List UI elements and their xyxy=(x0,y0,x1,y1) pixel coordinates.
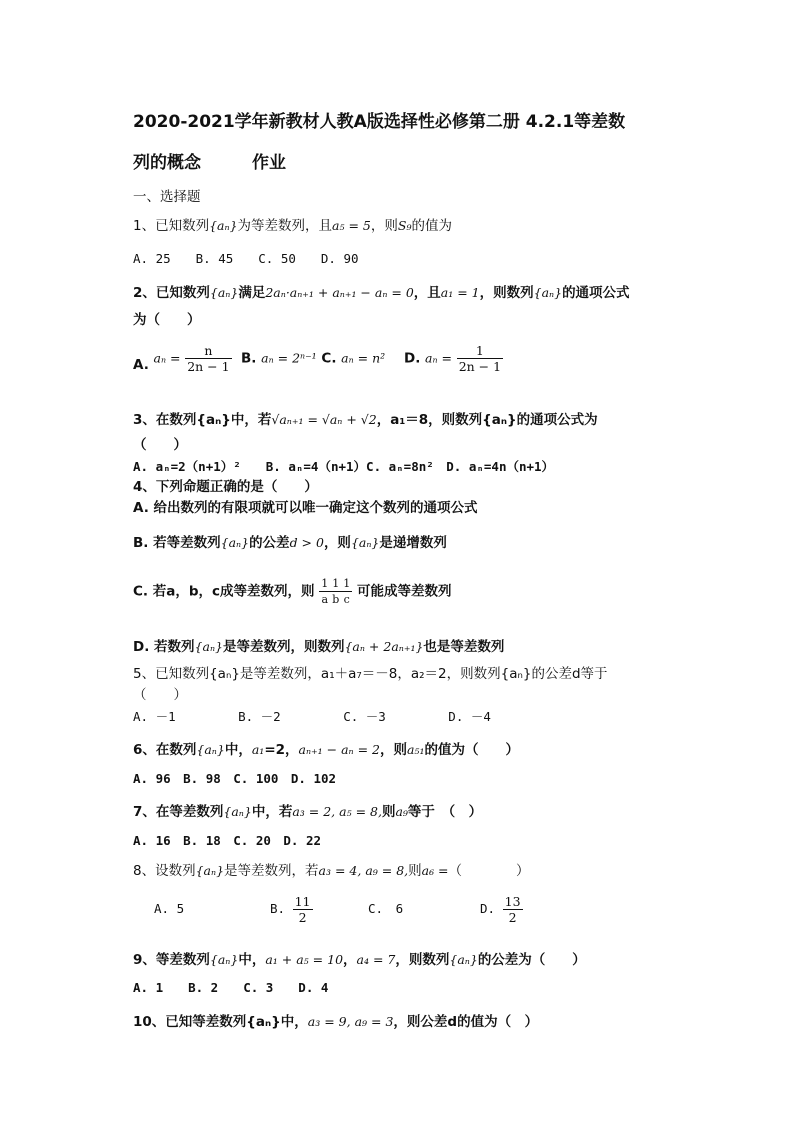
question-5-stem: 5、已知数列{aₙ}是等差数列，a₁＋a₇＝－8，a₂＝2，则数列{aₙ}的公差d等于 xyxy=(133,666,608,682)
question-8-stem: 8、设数列{aₙ}是等差数列，若a₃ = 4, a₉ = 8,则a₆ =（ ） xyxy=(133,863,530,879)
question-6-options: A. 96 B. 98 C. 100 D. 102 xyxy=(133,771,337,786)
question-10-stem: 10、已知等差数列{aₙ}中，a₃ = 9, a₉ = 3，则公差d的值为（ ） xyxy=(133,1014,539,1030)
question-2-stem: 2、已知数列{aₙ}满足2aₙ·aₙ₊₁ + aₙ₊₁ − aₙ = 0，且a₁ = 1，则数列{aₙ}的通项公式 xyxy=(133,285,630,301)
question-4-option-a: A. 给出数列的有限项就可以唯一确定这个数列的通项公式 xyxy=(133,500,478,516)
question-2-stem-cont: 为（ ） xyxy=(133,312,201,328)
question-9-stem: 9、等差数列{aₙ}中，a₁ + a₅ = 10，a₄ = 7，则数列{aₙ}的公差为（ ） xyxy=(133,952,586,968)
question-4-option-c: C. 若a，b，c成等差数列，则 $\frac{1}{a}$ $\frac{1}{b}$ $\frac{1}{c}$ 可能成等差数列 xyxy=(133,577,452,606)
question-4-option-d: D. 若数列{aₙ}是等差数列，则数列{aₙ + 2aₙ₊₁}也是等差数列 xyxy=(133,639,505,655)
title-line-2: 列的概念 作业 xyxy=(133,153,286,173)
question-5-paren: （ ） xyxy=(133,687,187,703)
question-4-stem: 4、下列命题正确的是（ ） xyxy=(133,479,318,495)
section-heading: 一、选择题 xyxy=(133,189,201,205)
question-9-options: A. 1 B. 2 C. 3 D. 4 xyxy=(133,980,329,995)
question-7-stem: 7、在等差数列{aₙ}中，若a₃ = 2, a₅ = 8,则a₉等于 （ ） xyxy=(133,804,483,820)
question-8-options: A. 5 B. $\frac{11}{2}$ C. 6 D. $\frac{13}{2}$ xyxy=(154,894,521,925)
question-3-options: A. aₙ=2（n+1）² B. aₙ=4（n+1）C. aₙ=8n² D. aₙ=4n（n+1） xyxy=(133,459,555,474)
question-6-stem: 6、在数列{aₙ}中，a₁=2，aₙ₊₁ − aₙ = 2，则a₅₁的值为（ ） xyxy=(133,742,519,758)
question-3-paren: （ ） xyxy=(133,437,187,453)
question-1-options: A. 25 B. 45 C. 50 D. 90 xyxy=(133,251,359,266)
title-line-1: 2020-2021学年新教材人教A版选择性必修第二册 4.2.1等差数 xyxy=(133,112,626,132)
question-1-stem: 1、已知数列{aₙ}为等差数列，且a₅ = 5，则S₉的值为 xyxy=(133,218,452,234)
question-3-stem: 3、在数列{aₙ}中，若√aₙ₊₁ = √aₙ + √2，a₁＝8，则数列{aₙ}的通项公式为 xyxy=(133,412,598,428)
question-5-options: A. －1 B. －2 C. －3 D. －4 xyxy=(133,709,491,724)
question-2-options: A. aₙ = $\frac{n}{2n - 1}$ B. aₙ = 2ⁿ⁻¹ C. aₙ = n² D. aₙ = $\frac{1}{2n - 1}$ xyxy=(133,343,502,374)
question-4-option-b: B. 若等差数列{aₙ}的公差d > 0，则{aₙ}是递增数列 xyxy=(133,535,447,551)
question-7-options: A. 16 B. 18 C. 20 D. 22 xyxy=(133,833,322,848)
